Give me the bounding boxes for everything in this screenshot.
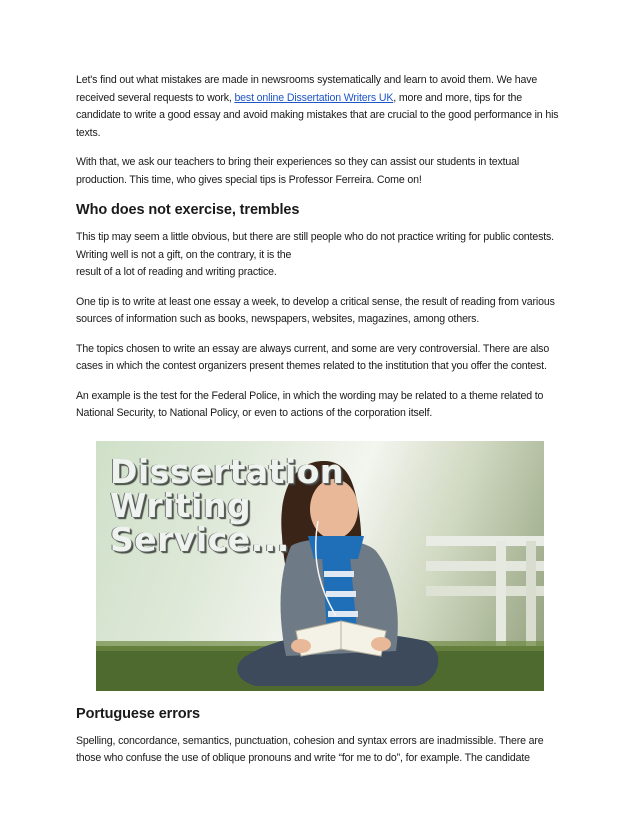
scarf-stripe	[326, 591, 356, 597]
hand-right	[371, 637, 391, 651]
scarf-stripe	[328, 611, 358, 617]
section1-paragraph-1	[76, 229, 566, 282]
intro-text-start: Let's find out what mistakes are made in newsrooms systematically and learn to avoid them. We have received several requests to work,	[76, 74, 538, 104]
document-body	[76, 72, 566, 780]
section1-paragraph-4: An example is the test for the Federal Police, in which the wording may be related to a theme related to National Security, to National Policy, or even to actions of the corporation itself.	[76, 389, 544, 419]
section1-paragraph-3: The topics chosen to write an essay are always current, and some are very controversial. There are also cases in which the contest organizers present themes related to the institution that you offer the contest.	[76, 342, 550, 372]
hero-line-3: Service...	[110, 519, 290, 559]
hero-line-2: Writing	[110, 485, 252, 525]
section1-p1-line1: This tip may seem a little obvious, but there are still people who do not practice writing for public contests. Writing well is not a gift, on the contrary, it is the	[76, 231, 554, 261]
intro-paragraph-2: With that, we ask our teachers to bring their experiences so they can assist our students in textual production. This time, who gives special tips is Professor Ferreira. Come on!	[76, 156, 520, 186]
dissertation-writers-link[interactable]: best online Dissertation Writers UK	[234, 91, 394, 104]
section1-p1-line2: result of a lot of reading and writing practice.	[76, 266, 277, 278]
hero-overlay-text	[110, 451, 344, 559]
section-heading-exercise: Who does not exercise, trembles	[76, 202, 300, 218]
intro-text-end: , more and more, tips for the candidate to write a good essay and avoid making mistakes that are crucial to the good performance in his texts.	[76, 91, 559, 139]
section-heading-portuguese-errors: Portuguese errors	[76, 705, 201, 722]
dissertation-service-image	[96, 441, 544, 691]
scarf-stripe	[324, 571, 354, 577]
hand-left	[291, 639, 311, 653]
section1-paragraph-2: One tip is to write at least one essay a week, to develop a critical sense, the result of reading from various sources of information such as books, newspapers, websites, magazines, among others.	[76, 295, 555, 325]
intro-paragraph-1	[76, 72, 566, 142]
hero-line-1: Dissertation	[110, 451, 344, 491]
section2-paragraph-1: Spelling, concordance, semantics, punctuation, cohesion and syntax errors are inadmissible. There are those who confuse the use of oblique pronouns and write “for me to do”, for example. The candidate	[76, 734, 544, 764]
